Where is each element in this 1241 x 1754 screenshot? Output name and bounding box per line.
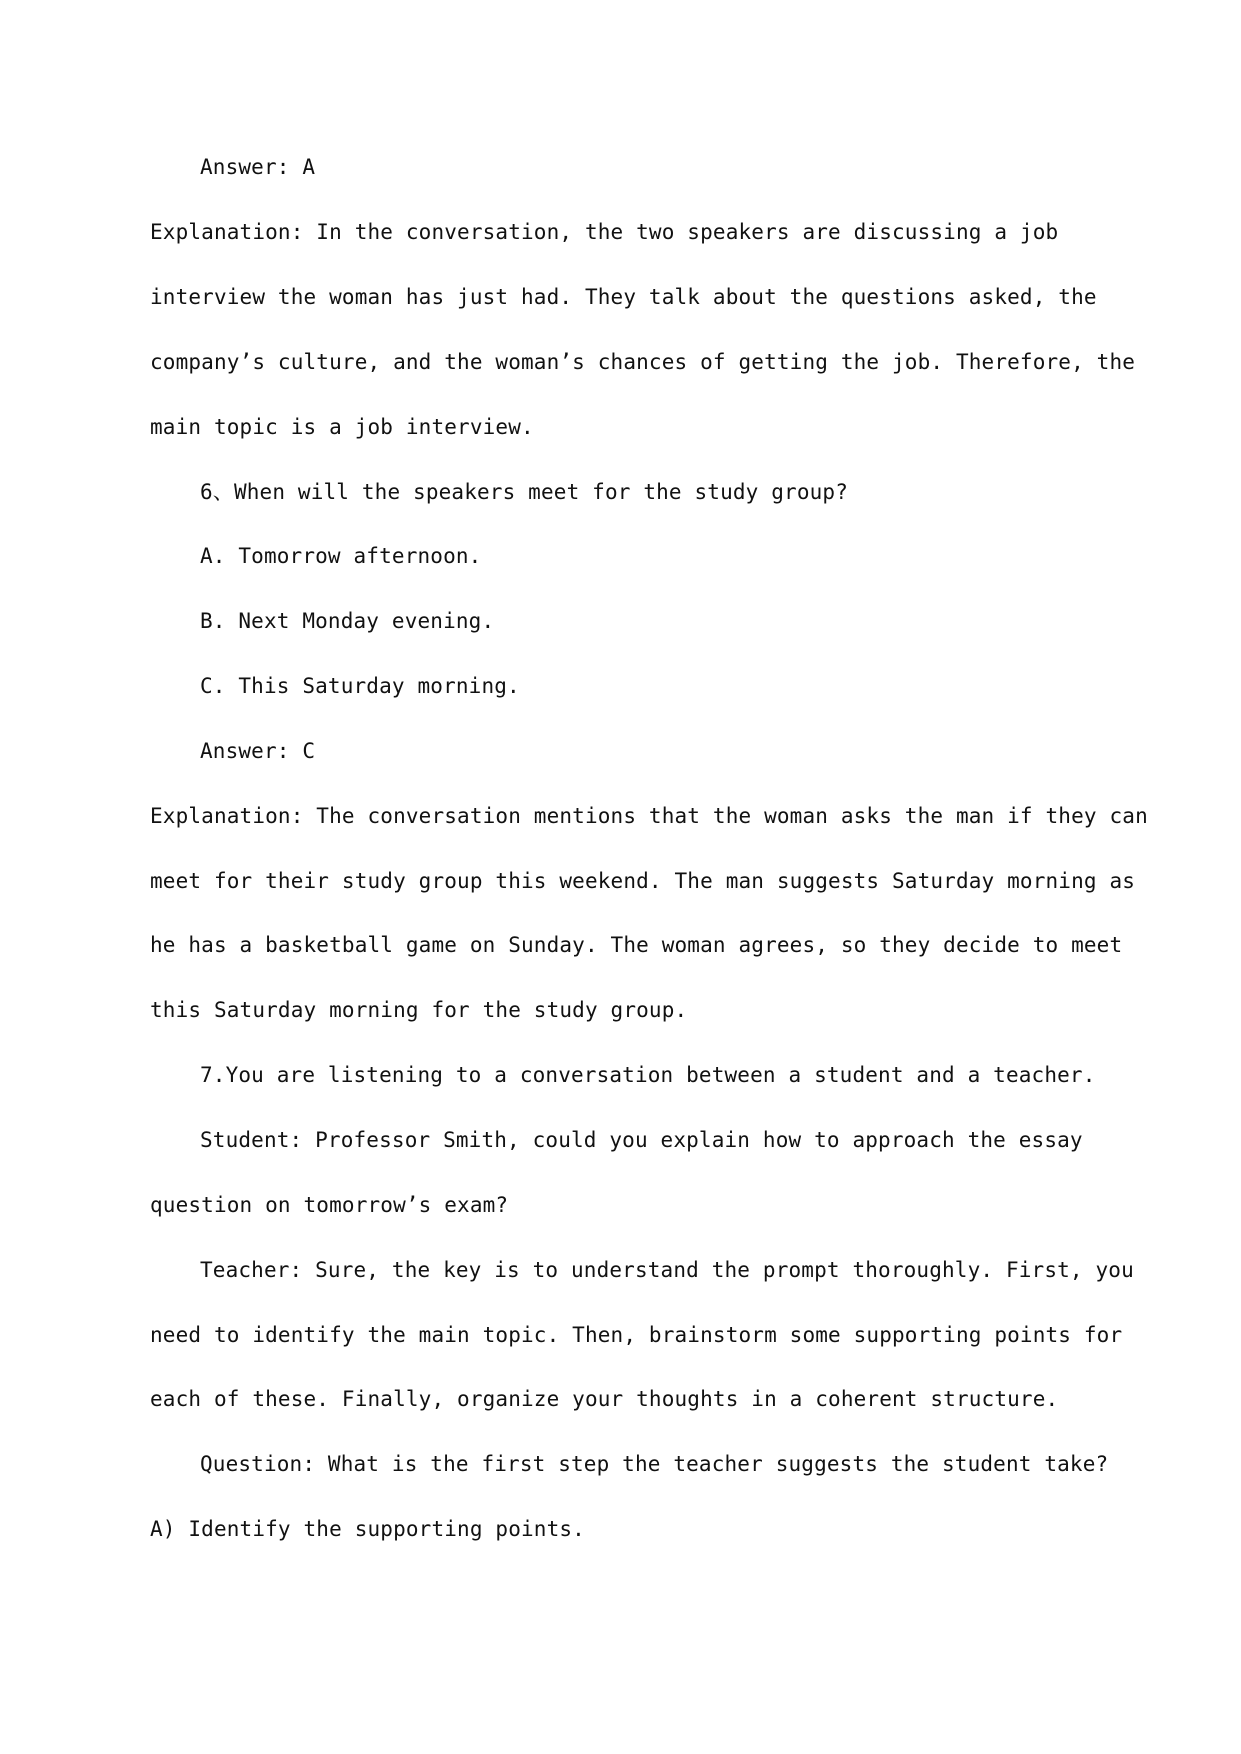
answer-line-5: Answer: A <box>200 155 316 179</box>
question-7-intro: 7.You are listening to a conversation between a student and a teacher. <box>200 1063 1096 1087</box>
teacher-line-b: need to identify the main topic. Then, brainstorm some supporting points for <box>150 1323 1123 1347</box>
option-6b: B. Next Monday evening. <box>200 609 495 633</box>
explanation-line-6c: he has a basketball game on Sunday. The woman agrees, so they decide to meet <box>150 933 1123 957</box>
answer-line-6: Answer: C <box>200 739 316 763</box>
student-line-b: question on tomorrow’s exam? <box>150 1193 509 1217</box>
question-6: 6、When will the speakers meet for the study group? <box>200 480 849 504</box>
teacher-line-c: each of these. Finally, organize your thoughts in a coherent structure. <box>150 1387 1059 1411</box>
explanation-line-5c: company’s culture, and the woman’s chances of getting the job. Therefore, the <box>150 350 1136 374</box>
teacher-line-a: Teacher: Sure, the key is to understand the prompt thoroughly. First, you <box>200 1258 1134 1282</box>
option-7a: A) Identify the supporting points. <box>150 1517 585 1541</box>
explanation-line-6a: Explanation: The conversation mentions that the woman asks the man if they can <box>150 804 1148 828</box>
student-line-a: Student: Professor Smith, could you explain how to approach the essay <box>200 1128 1083 1152</box>
explanation-line-5b: interview the woman has just had. They talk about the questions asked, the <box>150 285 1097 309</box>
explanation-line-5a: Explanation: In the conversation, the two speakers are discussing a job <box>150 220 1059 244</box>
question-7: Question: What is the first step the teacher suggests the student take? <box>200 1452 1109 1476</box>
option-6c: C. This Saturday morning. <box>200 674 520 698</box>
option-6a: A. Tomorrow afternoon. <box>200 544 482 568</box>
explanation-line-6b: meet for their study group this weekend. The man suggests Saturday morning as <box>150 869 1136 893</box>
explanation-line-6d: this Saturday morning for the study group. <box>150 998 688 1022</box>
explanation-line-5d: main topic is a job interview. <box>150 415 534 439</box>
